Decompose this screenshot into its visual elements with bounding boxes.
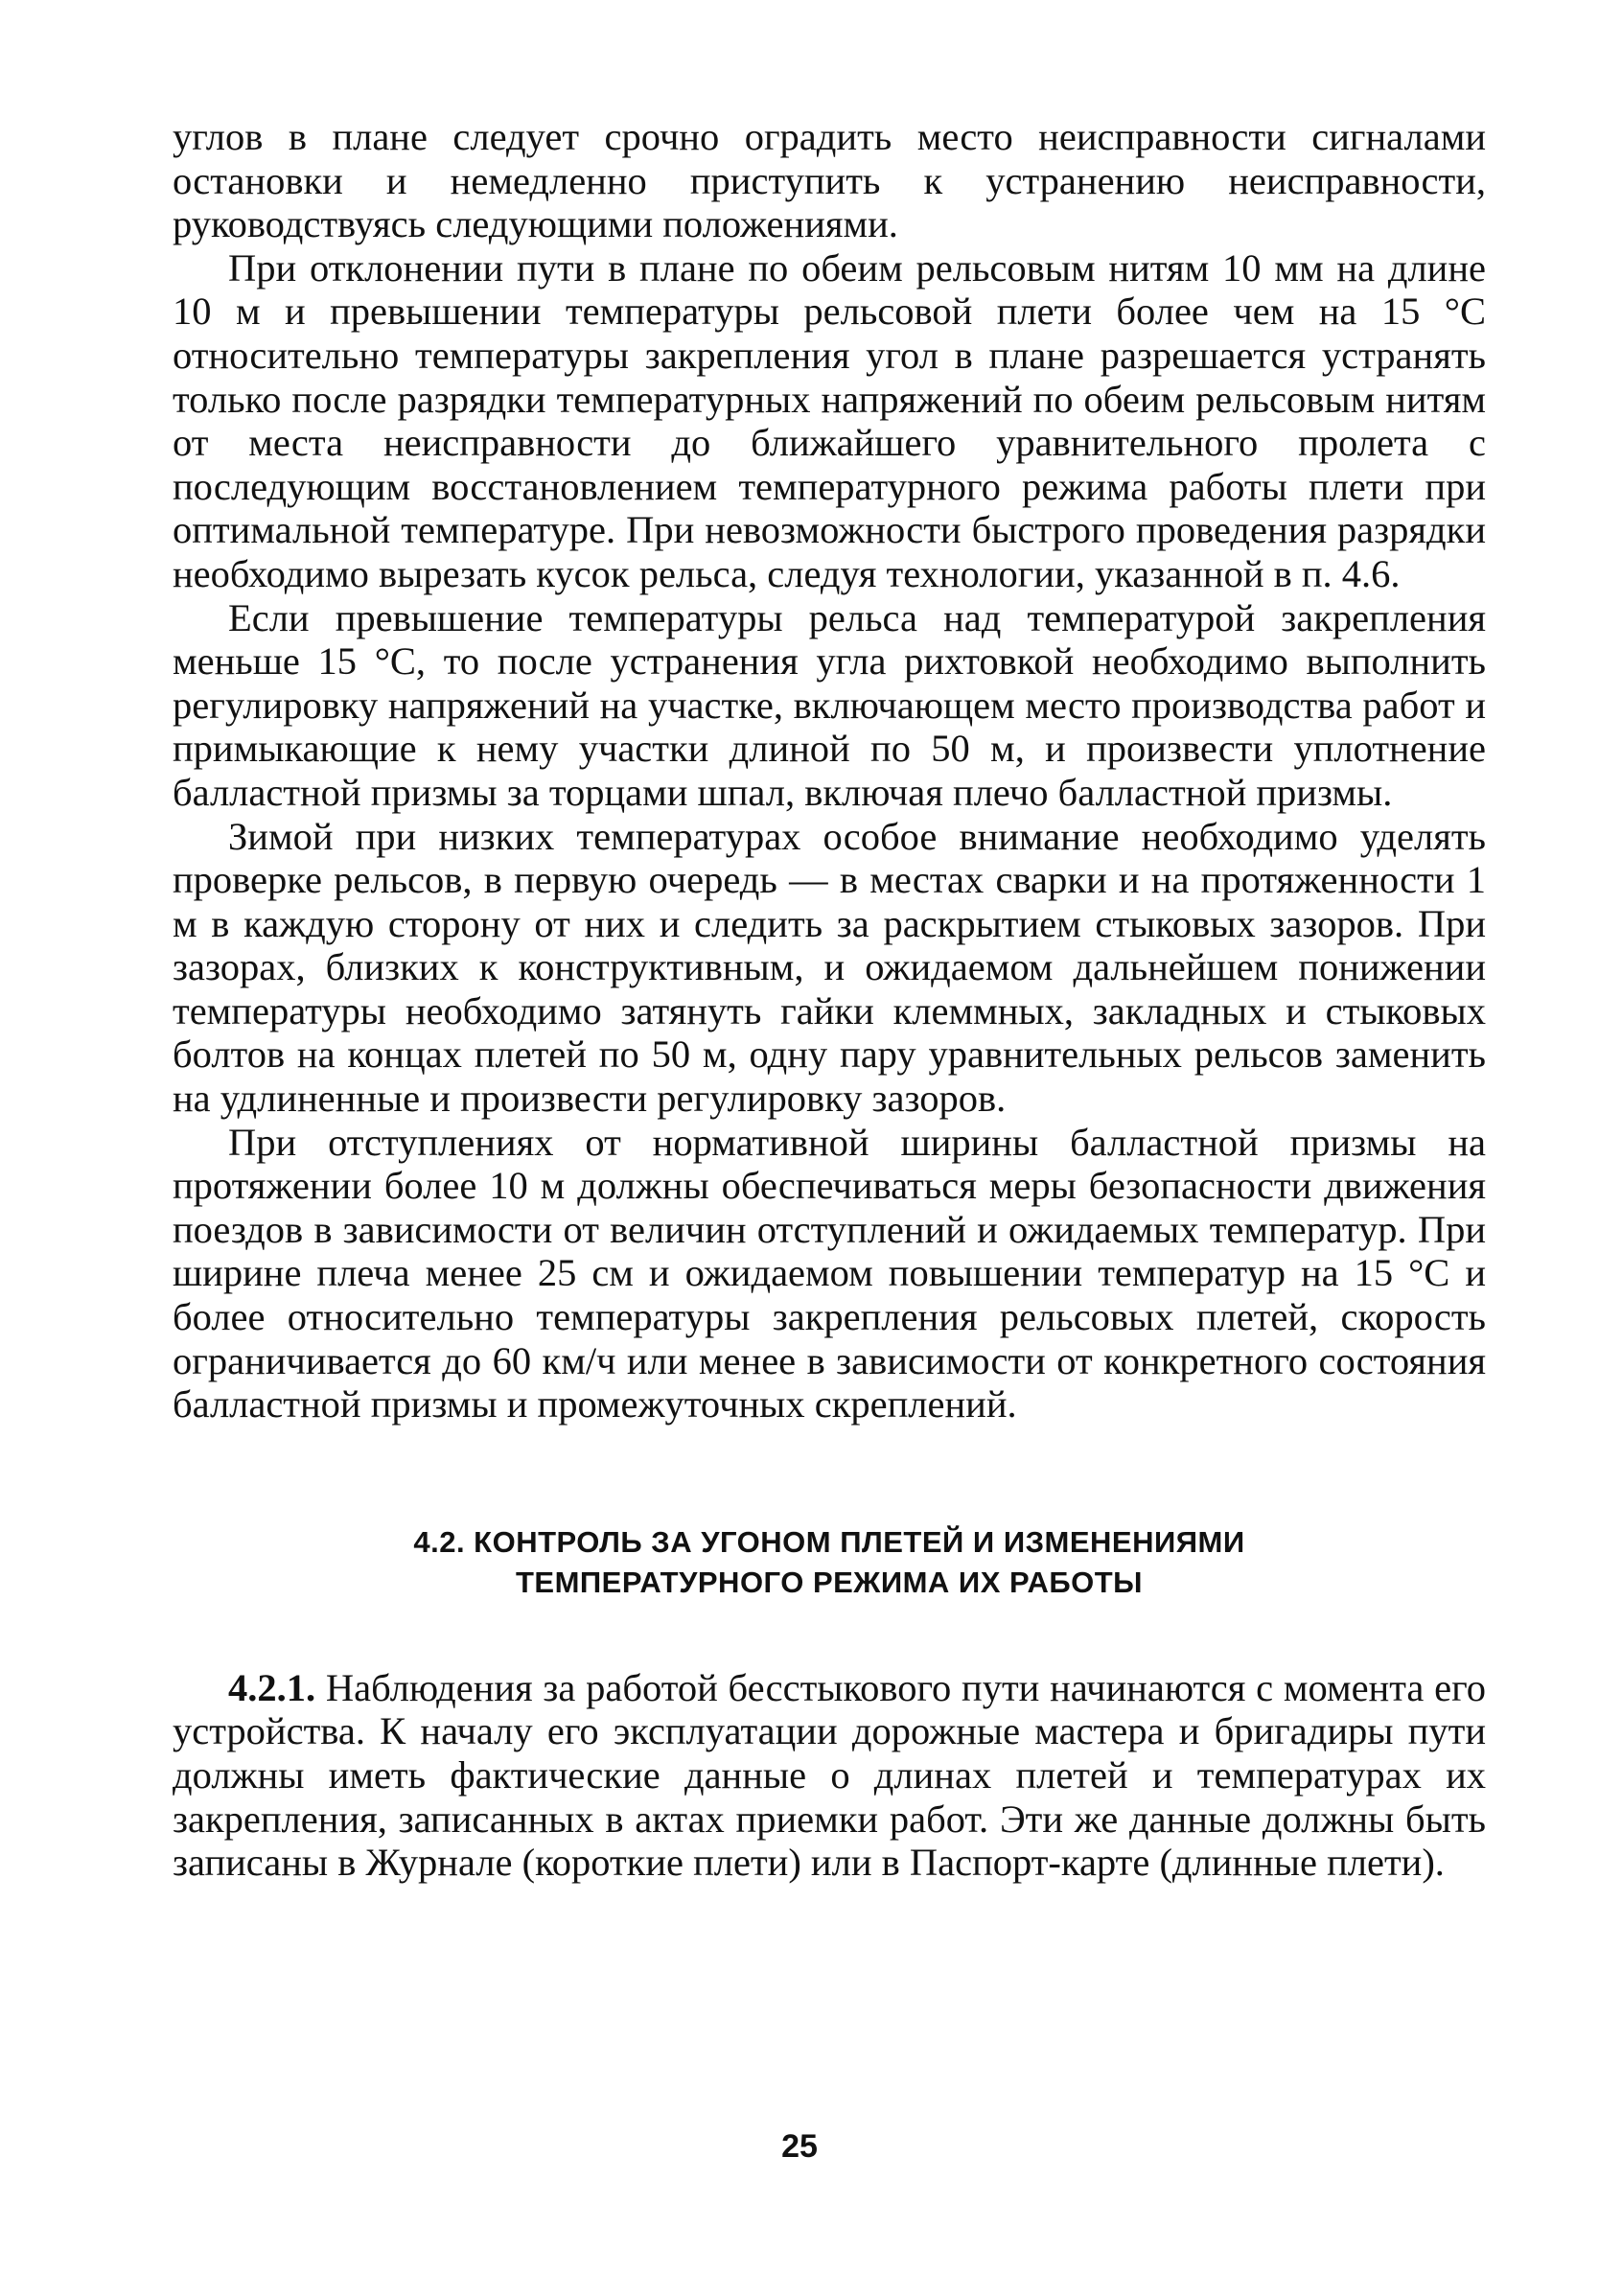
paragraph-temperature-excess: Если превышение температуры рельса над температурой закрепления меньше 15 °С, то после устранения угла рихтовкой необходимо выполнить регулировку напряжений на участке, включающем место производства работ и примыкающие к нему участки длиной по 50 м, и произвести уплотнение балластной призмы за торцами шпал, включая плечо балластной призмы. — [173, 595, 1486, 814]
paragraph-ballast-width: При отступлениях от нормативной ширины балластной призмы на протяжении более 10 м должны обеспечиваться меры безопасности движения поездов в зависимости от величин отступлений и ожидаемых температур. При ширине плеча менее 25 см и ожидаемом повышении температур на 15 °С и более относительно температуры закрепления рельсовых плетей, скорость ограничивается до 60 км/ч или менее в зависимости от конкретного состояния балластной призмы и промежуточных скреплений. — [173, 1120, 1486, 1426]
page-number: 25 — [781, 2128, 818, 2165]
document-page — [173, 115, 1486, 1885]
section-heading-line-2: ТЕМПЕРАТУРНОГО РЕЖИМА ИХ РАБОТЫ — [515, 1565, 1144, 1599]
section-heading-line-1: 4.2. КОНТРОЛЬ ЗА УГОНОМ ПЛЕТЕЙ И ИЗМЕНЕНИЯМИ — [413, 1524, 1245, 1559]
clause-text: Наблюдения за работой бесстыкового пути начинаются с момента его устройства. К началу его эксплуатации дорожные мастера и бригадиры пути должны иметь фактические данные о длинах плетей и температурах их закрепления, записанных в актах приемки работ. Эти же данные должны быть записаны в Журнале (короткие плети) или в Паспорт-карте (длинные плети). — [173, 1665, 1486, 1885]
clause-4-2-1 — [173, 1666, 1486, 1885]
paragraph-winter-inspection: Зимой при низких температурах особое внимание необходимо уделять проверке рельсов, в первую очередь — в местах сварки и на протяженности 1 м в каждую сторону от них и следить за раскрытием стыковых зазоров. При зазорах, близких к конструктивным, и ожидаемом дальнейшем понижении температуры необходимо затянуть гайки клеммных, закладных и стыковых болтов на концах плетей по 50 м, одну пару уравнительных рельсов заменить на удлиненные и произвести регулировку зазоров. — [173, 814, 1486, 1121]
section-heading — [173, 1522, 1486, 1603]
clause-number: 4.2.1. — [228, 1665, 316, 1709]
paragraph-track-deviation: При отклонении пути в плане по обеим рельсовым нитям 10 мм на длине 10 м и превышении температуры рельсовой плети более чем на 15 °С относительно температуры закрепления угол в плане разрешается устранять только после разрядки температурных напряжений по обеим рельсовым нитям от места неисправности до ближайшего уравнительного пролета с последующим восстановлением температурного режима работы плети при оптимальной температуре. При невозможности быстрого проведения разрядки необходимо вырезать кусок рельса, следуя технологии, указанной в п. 4.6. — [173, 245, 1486, 595]
paragraph-continuation: углов в плане следует срочно оградить место неисправности сигналами остановки и немедленно приступить к устранению неисправности, руководствуясь следующими положениями. — [173, 115, 1486, 246]
